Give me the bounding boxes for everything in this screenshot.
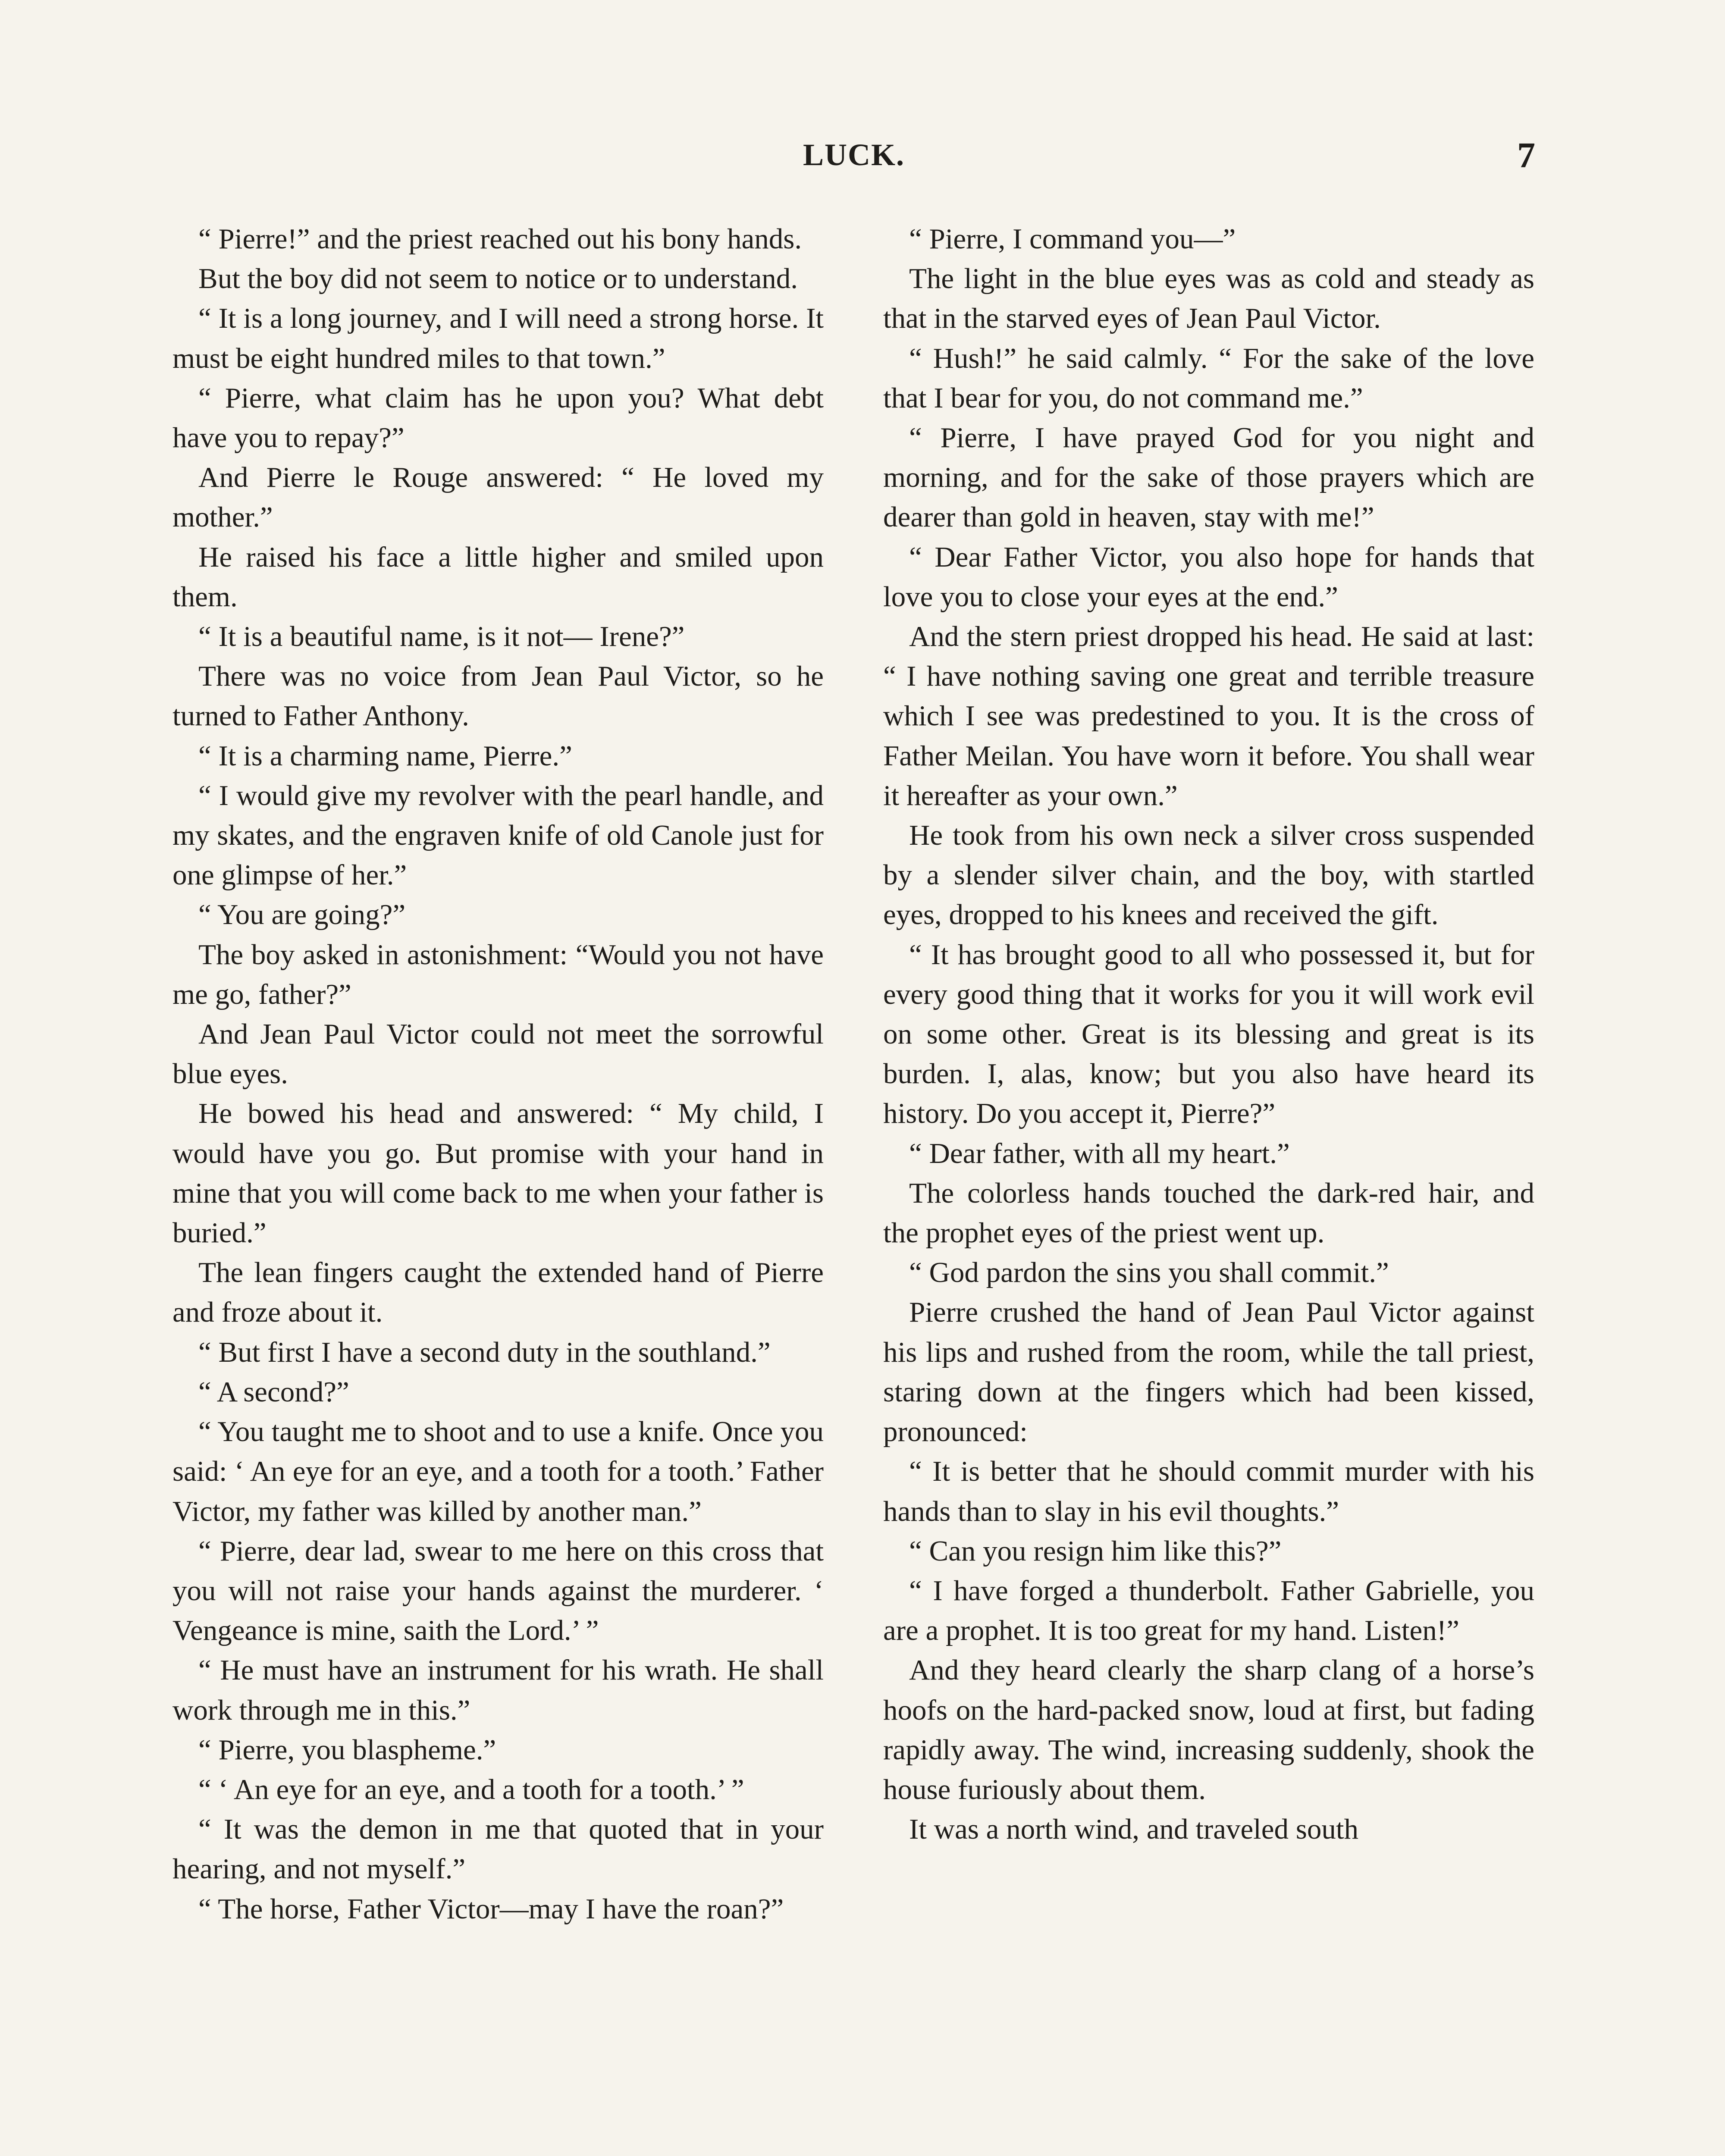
paragraph: “ Dear father, with all my heart.” bbox=[909, 1137, 1290, 1169]
paragraph: “ I have forged a thunderbolt. Father Gabrielle, you are a prophet. It is too great for my hand. Listen!” bbox=[883, 1574, 1534, 1647]
paragraph: “ Pierre, I command you—” bbox=[909, 223, 1236, 255]
paragraph: “ Pierre, dear lad, swear to me here on this cross that you will not raise your hands against the murderer. ‘ Vengeance is mine, saith the Lord.’ ” bbox=[172, 1535, 824, 1647]
paragraph: And they heard clearly the sharp clang of a horse’s hoofs on the hard-packed snow, loud at first, but fading rapidly away. The wind, increasing suddenly, shook the house furiously about them. bbox=[883, 1654, 1534, 1805]
paragraph: “ Pierre, I have prayed God for you night and morning, and for the sake of those prayers which are dearer than gold in heaven, stay with me!” bbox=[883, 422, 1534, 533]
paragraph: “ You are going?” bbox=[198, 899, 406, 931]
paragraph: Pierre crushed the hand of Jean Paul Victor against his lips and rushed from the room, while the tall priest, staring down at the fingers which had been kissed, pronounced: bbox=[883, 1296, 1534, 1448]
paragraph: He bowed his head and answered: “ My child, I would have you go. But promise with your hand in mine that you will come back to me when your father is buried.” bbox=[172, 1097, 824, 1249]
paragraph: It was a north wind, and traveled south bbox=[909, 1813, 1358, 1846]
paragraph: The light in the blue eyes was as cold and steady as that in the starved eyes of Jean Paul Victor. bbox=[883, 263, 1534, 335]
paragraph: And Pierre le Rouge answered: “ He loved my mother.” bbox=[172, 461, 824, 533]
paragraph: But the boy did not seem to notice or to understand. bbox=[198, 263, 798, 295]
paragraph: “ Dear Father Victor, you also hope for hands that love you to close your eyes at the end.” bbox=[883, 541, 1534, 613]
paragraph: “ The horse, Father Victor—may I have the roan?” bbox=[198, 1893, 784, 1925]
paragraph: “ It is a charming name, Pierre.” bbox=[198, 740, 572, 772]
left-text-column bbox=[172, 219, 824, 1929]
paragraph: “ But first I have a second duty in the southland.” bbox=[198, 1336, 771, 1368]
paragraph: “ ‘ An eye for an eye, and a tooth for a tooth.’ ” bbox=[198, 1773, 744, 1805]
paragraph: “ It is better that he should commit murder with his hands than to slay in his evil thoughts.” bbox=[883, 1455, 1534, 1527]
paragraph: The colorless hands touched the dark-red hair, and the prophet eyes of the priest went up. bbox=[883, 1177, 1534, 1249]
paragraph: “ It has brought good to all who possessed it, but for every good thing that it works for you it will work evil on some other. Great is its blessing and great is its burden. I, alas, know; but you also have heard its history. Do you accept it, Pierre?” bbox=[883, 938, 1534, 1130]
paragraph: “ I would give my revolver with the pearl handle, and my skates, and the engraven knife of old Canole just for one glimpse of her.” bbox=[172, 779, 824, 891]
paragraph: “ He must have an instrument for his wrath. He shall work through me in this.” bbox=[172, 1654, 824, 1726]
paragraph: “ You taught me to shoot and to use a knife. Once you said: ‘ An eye for an eye, and a tooth for a tooth.’ Father Victor, my father was killed by another man.” bbox=[172, 1416, 824, 1527]
paragraph: “ Pierre!” and the priest reached out his bony hands. bbox=[198, 223, 802, 255]
paragraph: “ It was the demon in me that quoted that in your hearing, and not myself.” bbox=[172, 1813, 824, 1885]
paragraph: The boy asked in astonishment: “Would you not have me go, father?” bbox=[172, 938, 824, 1010]
page-header bbox=[172, 137, 1535, 185]
paragraph: He raised his face a little higher and smiled upon them. bbox=[172, 541, 824, 613]
paragraph: “ Pierre, you blaspheme.” bbox=[198, 1733, 496, 1766]
paragraph: “ Can you resign him like this?” bbox=[909, 1535, 1282, 1567]
paragraph: And Jean Paul Victor could not meet the sorrowful blue eyes. bbox=[172, 1018, 824, 1090]
paragraph: “ It is a long journey, and I will need a strong horse. It must be eight hundred miles to that town.” bbox=[172, 302, 824, 374]
paragraph: He took from his own neck a silver cross suspended by a slender silver chain, and the boy, with startled eyes, dropped to his knees and received the gift. bbox=[883, 819, 1534, 931]
running-title: LUCK. bbox=[803, 138, 905, 172]
paragraph: “ It is a beautiful name, is it not— Irene?” bbox=[198, 620, 685, 653]
page-number: 7 bbox=[1517, 135, 1535, 175]
paragraph: And the stern priest dropped his head. He said at last: “ I have nothing saving one great and terrible treasure which I see was predestined to you. It is the cross of Father Meilan. You have worn it before. You shall wear it hereafter as your own.” bbox=[883, 620, 1534, 812]
right-text-column bbox=[883, 219, 1534, 1849]
paragraph: “ Pierre, what claim has he upon you? What debt have you to repay?” bbox=[172, 382, 824, 454]
paragraph: There was no voice from Jean Paul Victor, so he turned to Father Anthony. bbox=[172, 660, 824, 732]
paragraph: “ A second?” bbox=[198, 1376, 349, 1408]
paragraph: “ Hush!” he said calmly. “ For the sake of the love that I bear for you, do not command me.” bbox=[883, 342, 1534, 414]
paragraph: The lean fingers caught the extended hand of Pierre and froze about it. bbox=[172, 1257, 824, 1329]
paragraph: “ God pardon the sins you shall commit.” bbox=[909, 1257, 1389, 1289]
